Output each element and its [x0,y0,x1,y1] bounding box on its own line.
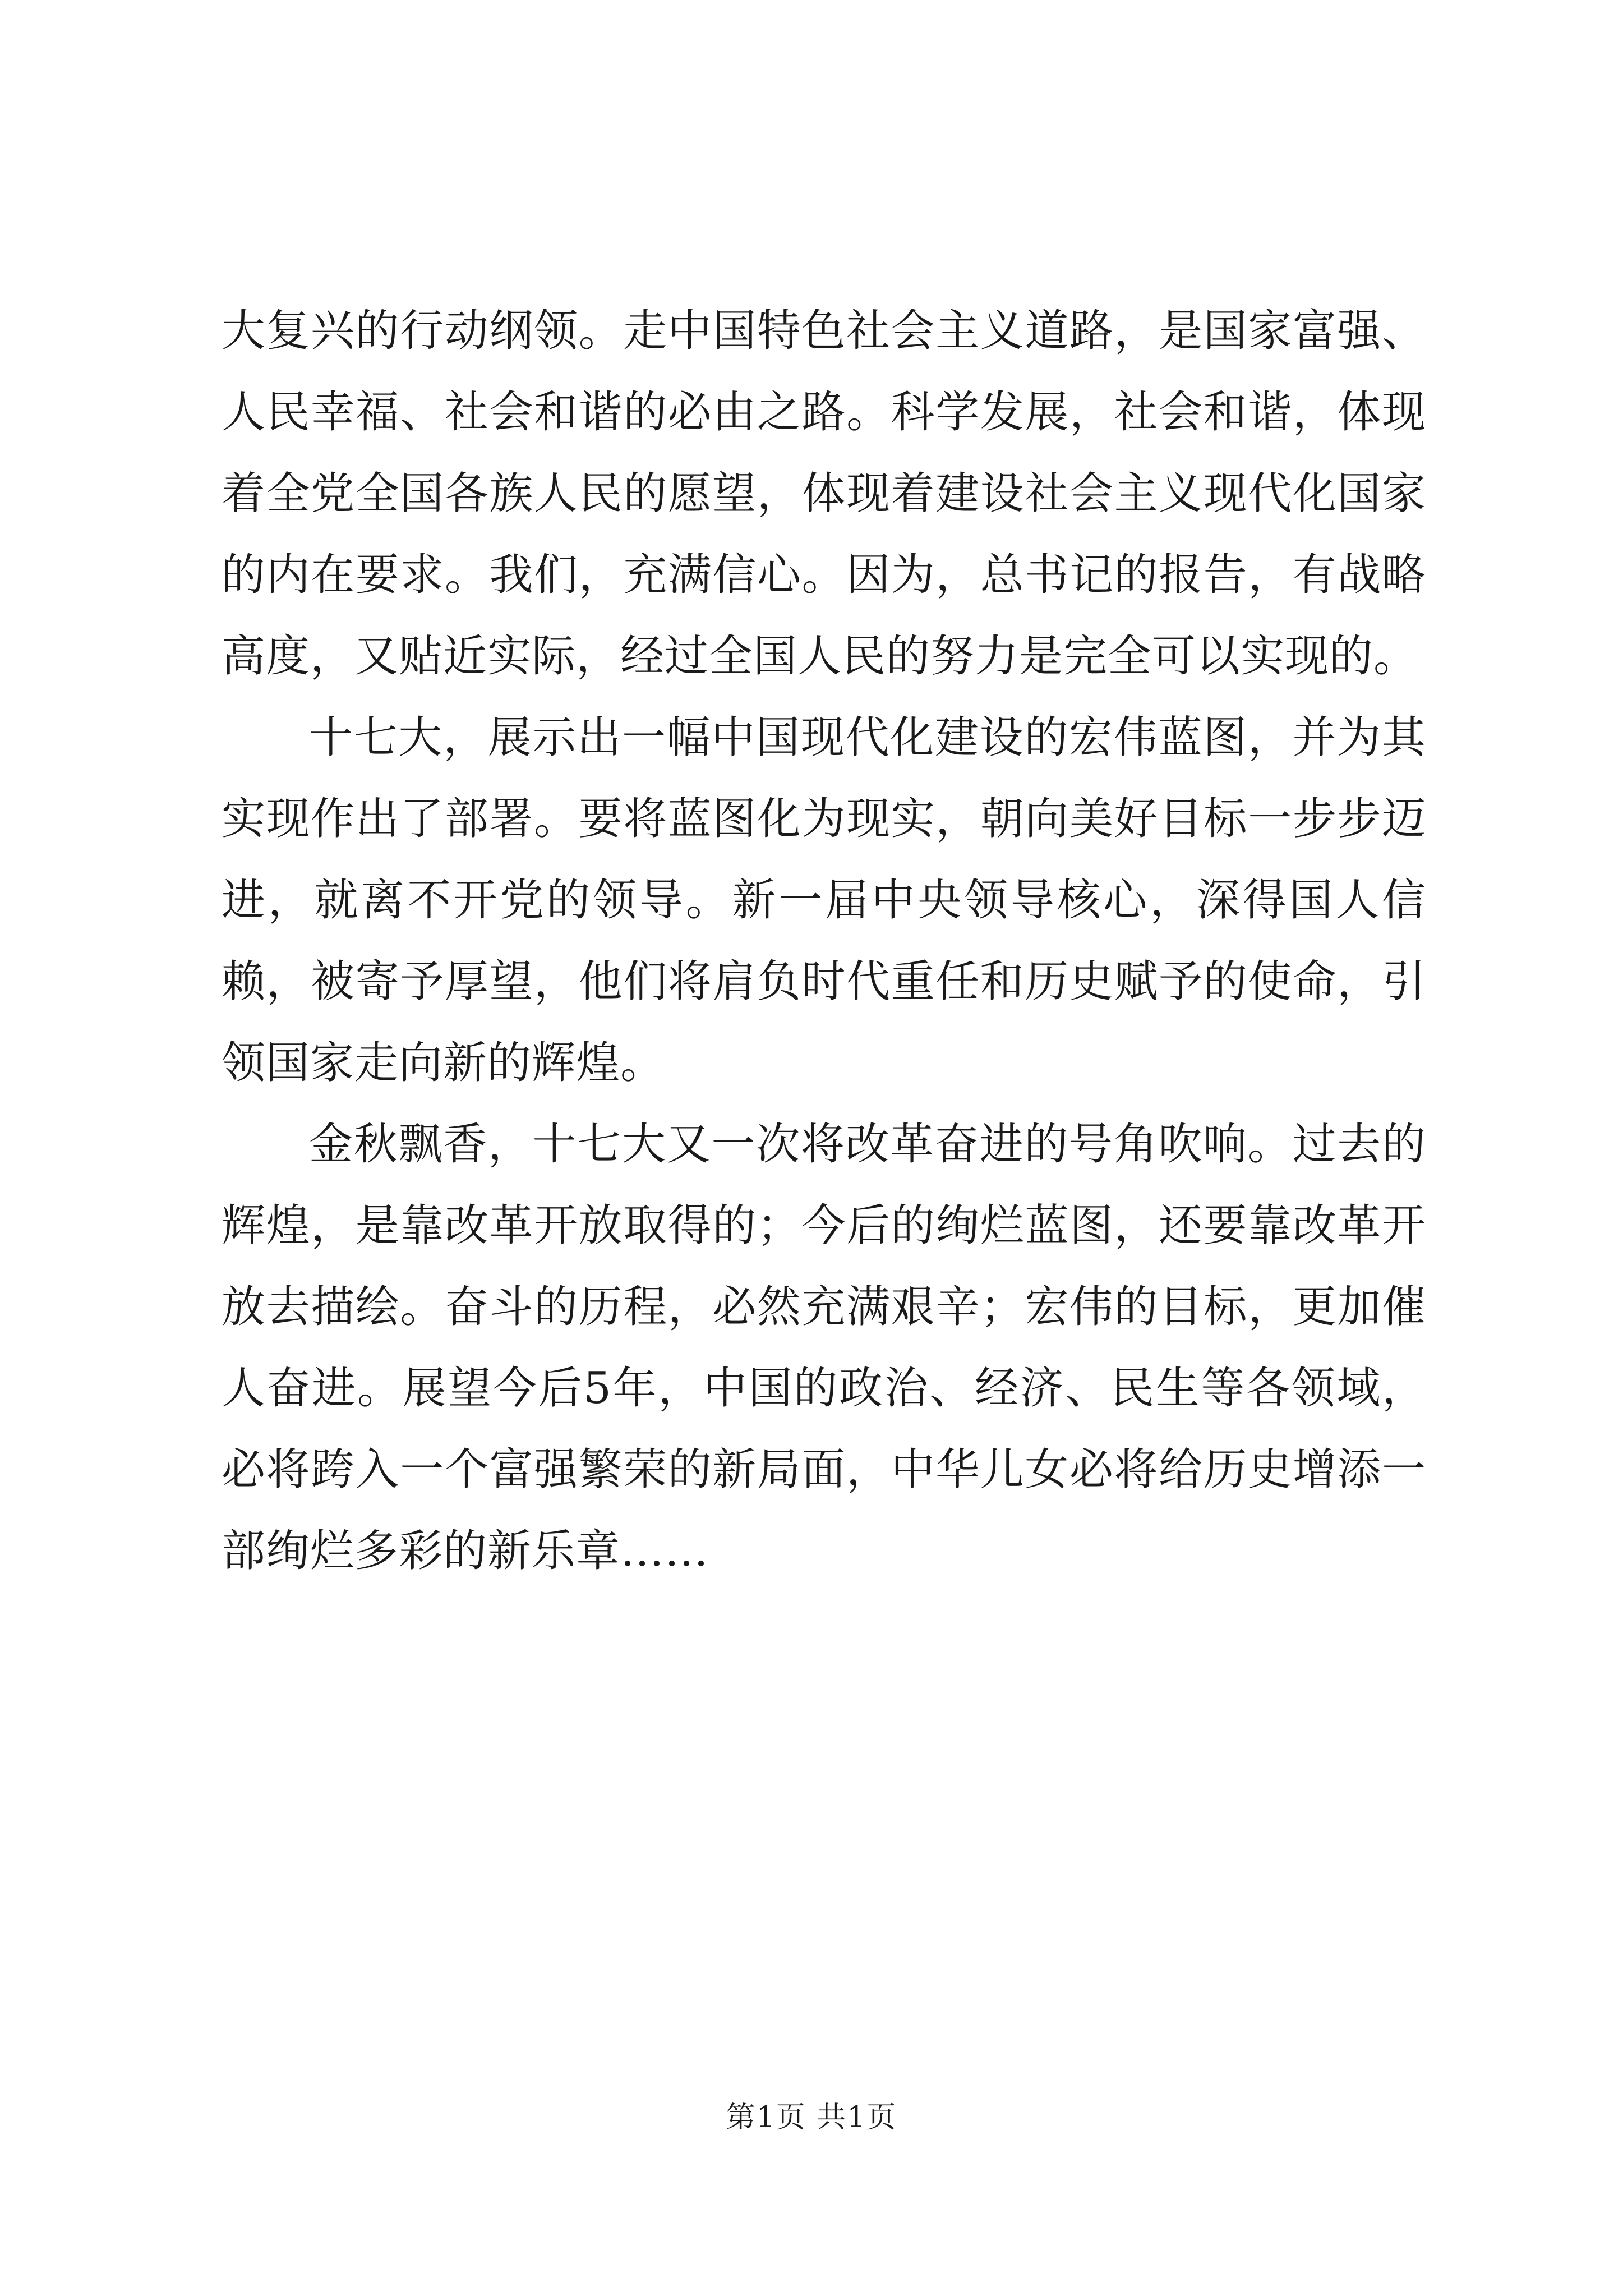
paragraph-3: 金秋飘香，十七大又一次将改革奋进的号角吹响。过去的辉煌，是靠改革开放取得的；今后的绚烂蓝图，还要靠改革开放去描绘。奋斗的历程，必然充满艰辛；宏伟的目标，更加催人奋进。展望今后5年，中国的政治、经济、民生等各领域，必将跨入一个富强繁荣的新局面，中华儿女必将给历史增添一部绚烂多彩的新乐章…… [222,1119,1426,1576]
page-number-footer: 第1页 共1页 [726,2101,897,2134]
paragraph-1: 大复兴的行动纲领。走中国特色社会主义道路，是国家富强、人民幸福、社会和谐的必由之路。科学发展，社会和谐，体现着全党全国各族人民的愿望，体现着建设社会主义现代化国家的内在要求。我们，充满信心。因为，总书记的报告，有战略高度，又贴近实际，经过全国人民的努力是完全可以实现的。 [222,306,1426,682]
paragraph-2: 十七大，展示出一幅中国现代化建设的宏伟蓝图，并为其实现作出了部署。要将蓝图化为现实，朝向美好目标一步步迈进，就离不开党的领导。新一届中央领导核心，深得国人信赖，被寄予厚望，他们将肩负时代重任和历史赋予的使命，引领国家走向新的辉煌。 [222,712,1426,1088]
document-body [222,291,1426,1592]
